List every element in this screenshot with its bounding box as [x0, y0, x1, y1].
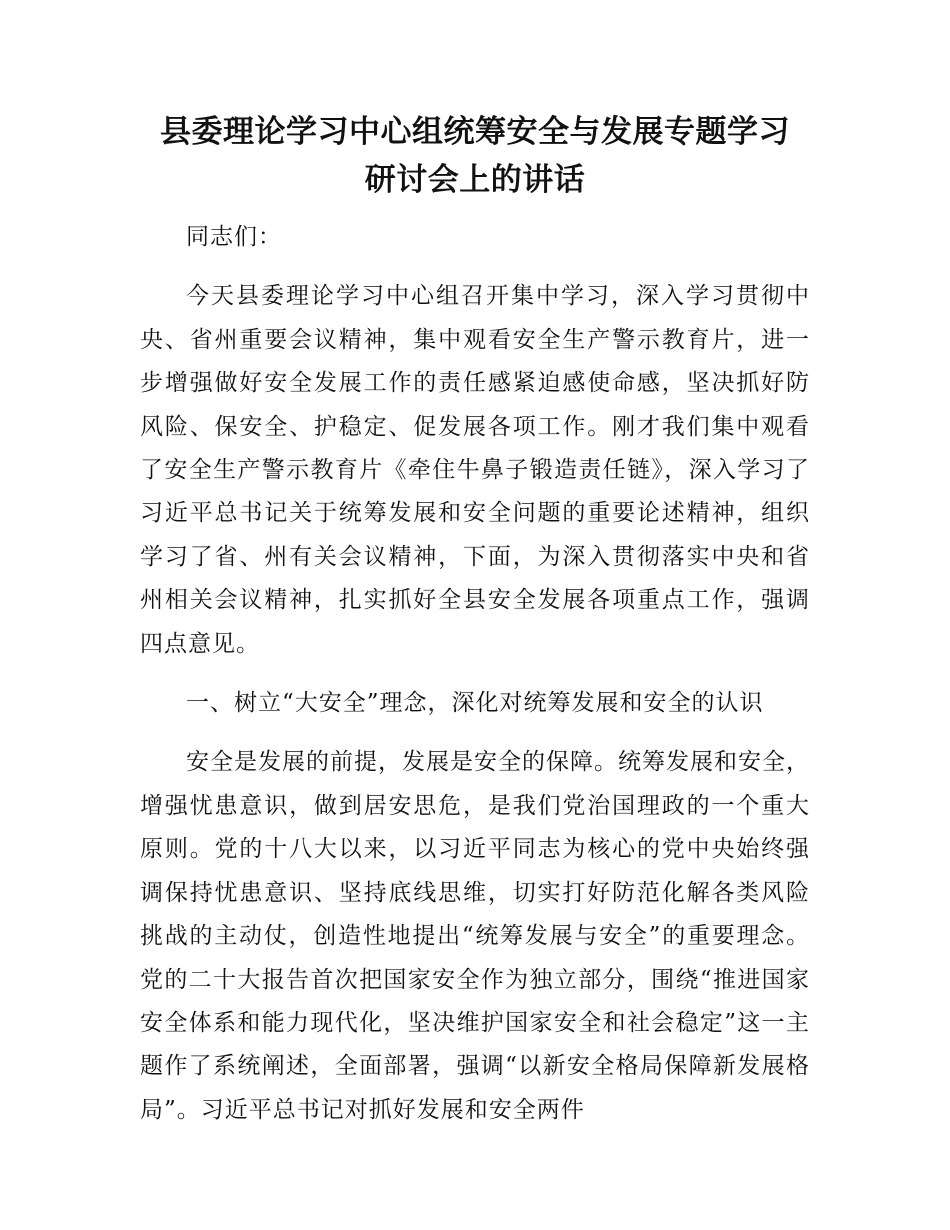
- paragraph-section-1: 安全是发展的前提，发展是安全的保障。统筹发展和安全，增强忧患意识，做到居安思危，是我们党治国理政的一个重大原则。党的十八大以来，以习近平同志为核心的党中央始终强调保持忧患意识、坚持底线思维，切实打好防范化解各类风险挑战的主动仗，创造性地提出“统筹发展与安全”的重要理念。党的二十大报告首次把国家安全作为独立部分，围绕“推进国家安全体系和能力现代化，坚决维护国家安全和社会稳定”这一主题作了系统阐述，全面部署，强调“以新安全格局保障新发展格局”。习近平总书记对抓好发展和安全两件: [140, 749, 810, 1123]
- document-title: [140, 108, 810, 204]
- title-line-1: 县委理论学习中心组统筹安全与发展专题学习: [160, 114, 790, 150]
- title-line-2: 研讨会上的讲话: [364, 162, 586, 198]
- paragraph-intro: 今天县委理论学习中心组召开集中学习，深入学习贯彻中央、省州重要会议精神，集中观看安全生产警示教育片，进一步增强做好安全发展工作的责任感紧迫感使命感，坚决抓好防风险、保安全、护稳定、促发展各项工作。刚才我们集中观看了安全生产警示教育片《牵住牛鼻子锻造责任链》，深入学习了习近平总书记关于统筹发展和安全问题的重要论述精神，组织学习了省、州有关会议精神，下面，为深入贯彻落实中央和省州相关会议精神，扎实抓好全县安全发展各项重点工作，强调四点意见。: [140, 283, 810, 657]
- section-heading-1: 一、树立“大安全”理念，深化对统筹发展和安全的认识: [186, 690, 764, 717]
- document-body: [140, 216, 810, 1132]
- salutation: 同志们：: [186, 224, 282, 250]
